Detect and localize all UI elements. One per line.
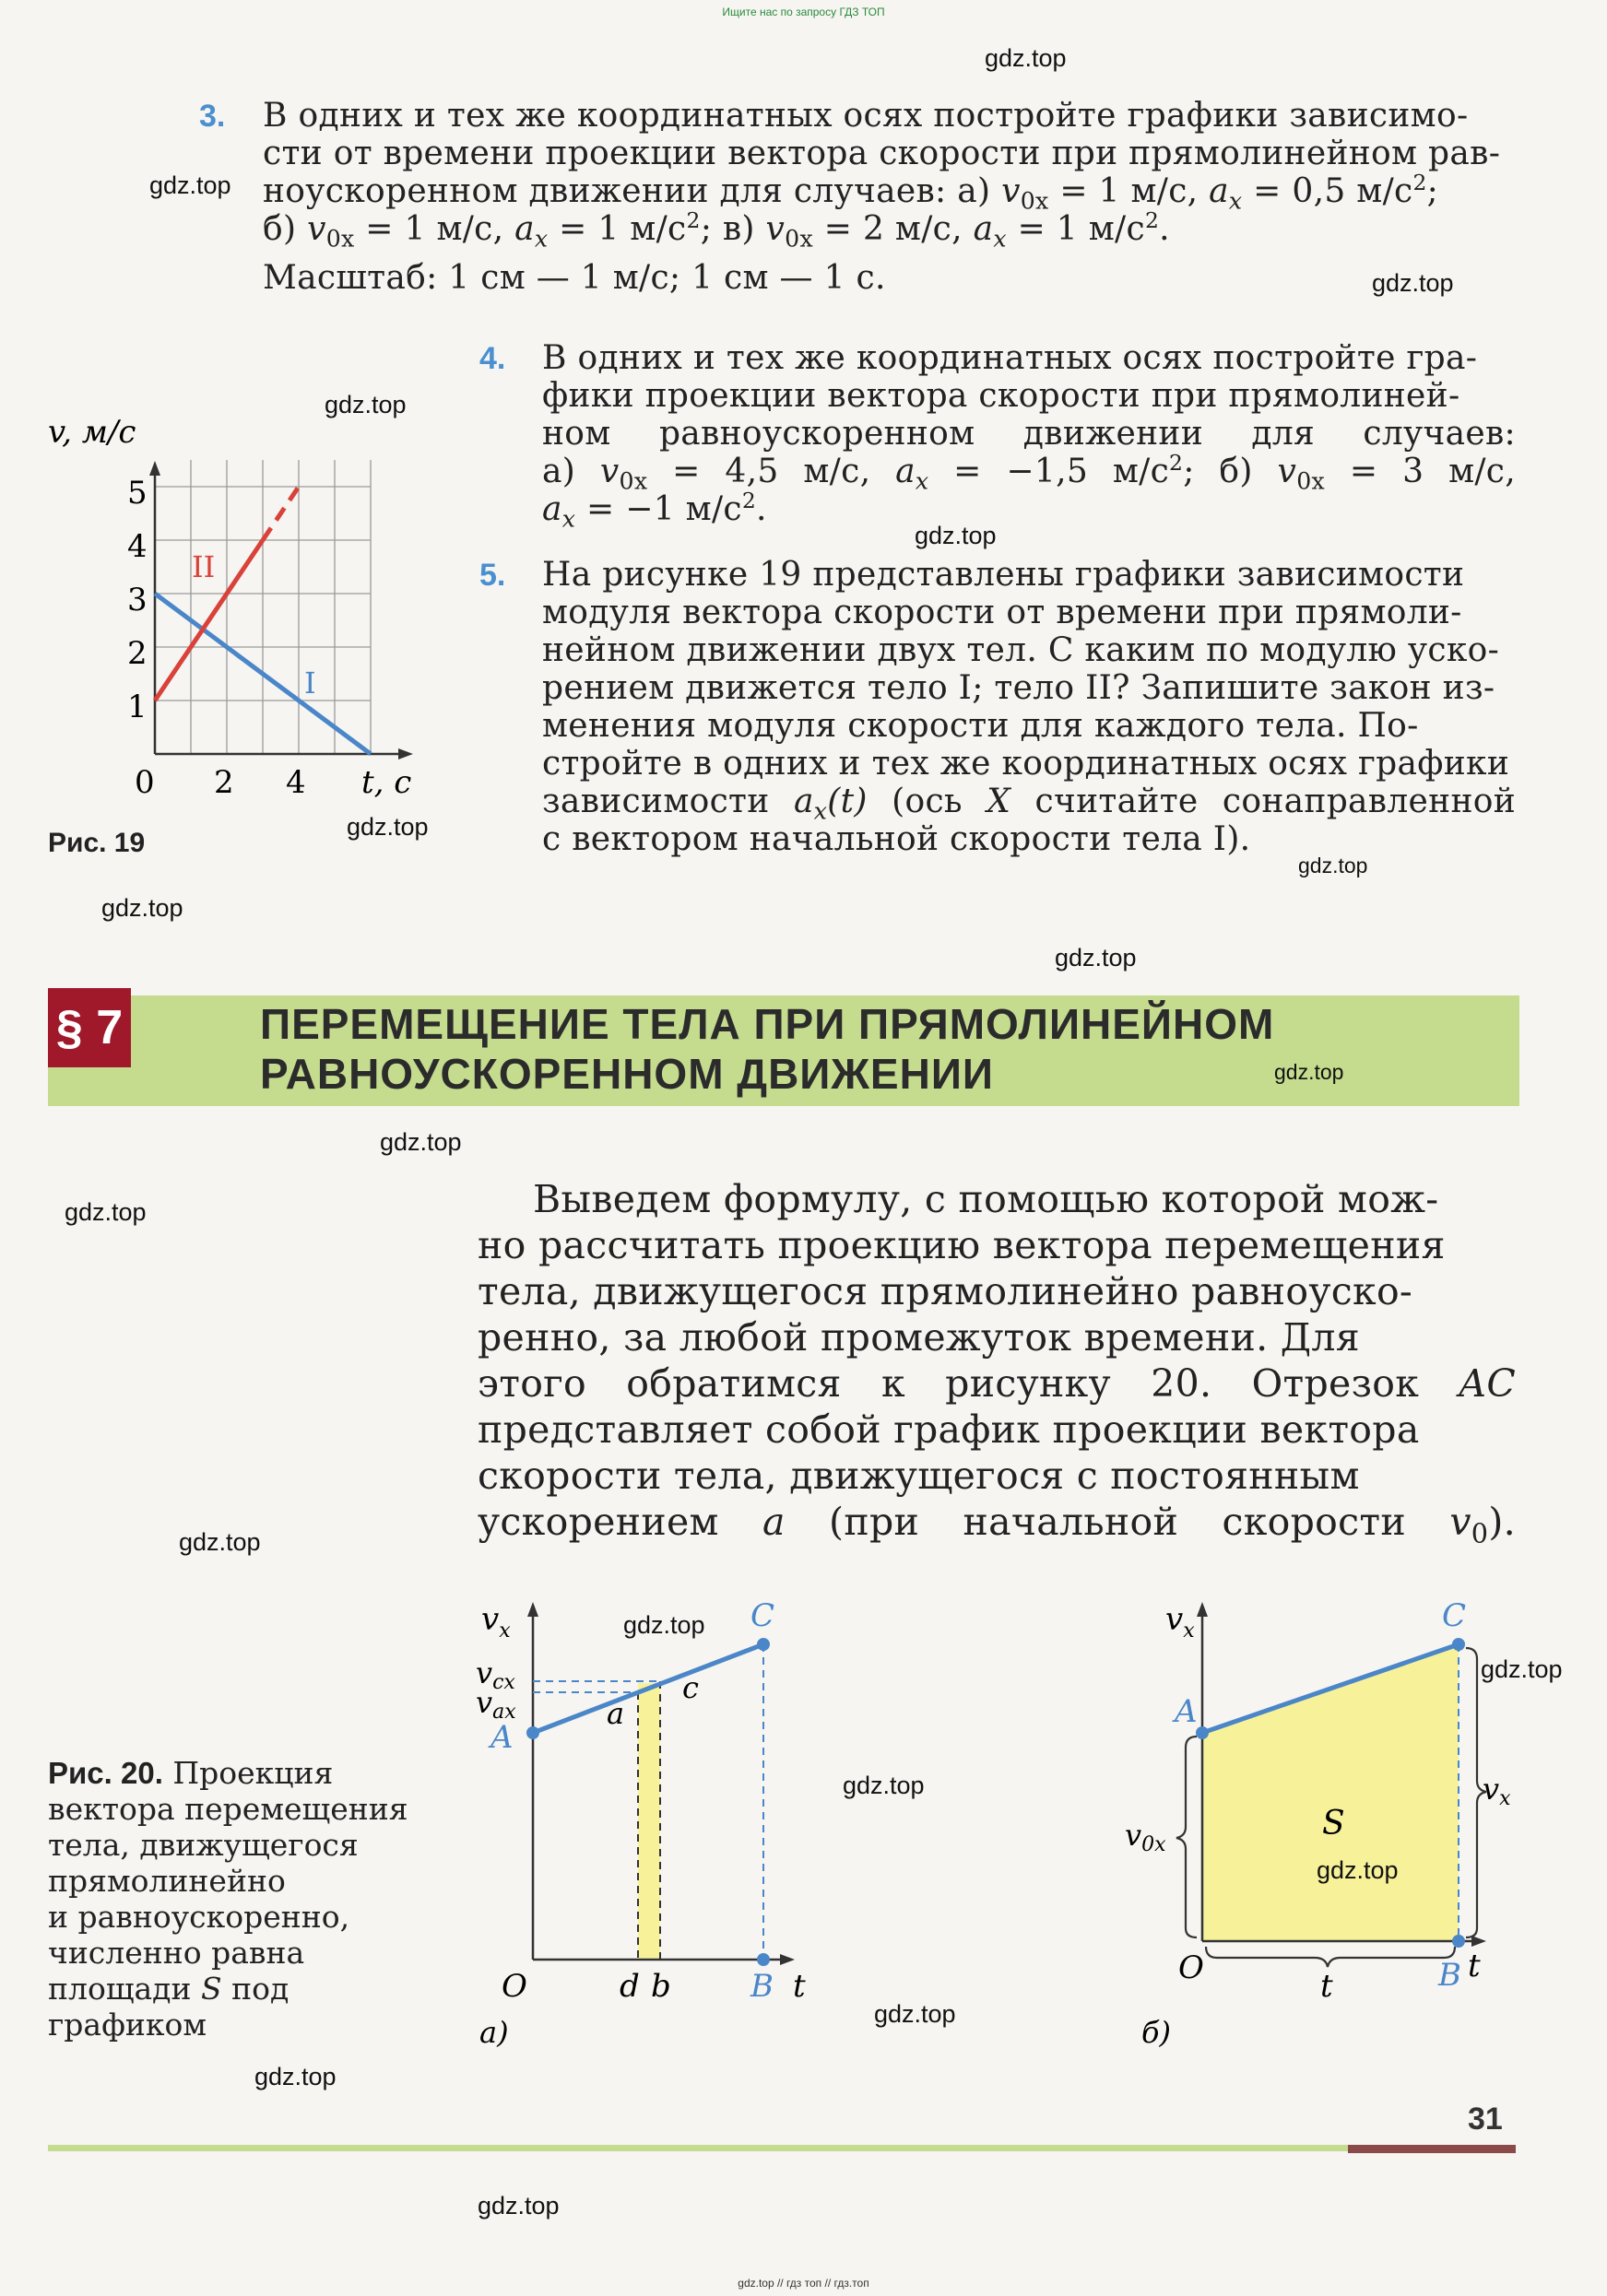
problem-5-line7: зависимости $a_x(t)$ (ось X считайте сонаправленной — [542, 783, 1517, 825]
problem-5-line8: с вектором начальной скорости тела I). — [542, 820, 1251, 858]
problem-3-number: 3. — [199, 99, 226, 134]
problem-3-scale: Масштаб: 1 см — 1 м/с; 1 см — 1 с. — [263, 259, 886, 297]
figure-20b-B-label: B — [1438, 1957, 1461, 1994]
bottom-rule-accent — [1348, 2145, 1516, 2153]
section-number-badge: § 7 — [48, 988, 131, 1067]
figure-19-xtick-0: 0 — [135, 764, 155, 801]
watermark: gdz.top — [65, 1198, 147, 1226]
figure-19-xtick-2: 2 — [214, 764, 234, 801]
problem-3-line3: ноускоренном движении для случаев: а) $v_{0x} = 1$ м/с, $a_x = 0,5$ $м/с^2$; — [263, 170, 1439, 215]
figure-20b-point-C — [1452, 1638, 1465, 1651]
watermark: gdz.top — [1317, 1856, 1399, 1884]
problem-4-line5: $a_x = -1$ $м/с^2$. — [542, 488, 767, 533]
watermark: gdz.top — [985, 44, 1067, 72]
problem-5-line2: модуля вектора скорости от времени при прямоли- — [542, 594, 1462, 631]
watermark: gdz.top — [1055, 944, 1137, 971]
section-title — [260, 999, 1274, 1099]
figure-19-xtick-4: 4 — [286, 764, 306, 801]
figure-20a-B-label: B — [750, 1968, 774, 2005]
figure-20a-vcx-label: vcx — [476, 1655, 515, 1694]
figure-19-series-II-dashed — [263, 487, 299, 540]
figure-20b-t-axis-label: t — [1468, 1948, 1481, 1984]
figure-20b-diagram — [1125, 1585, 1521, 2065]
figure-20a-A-label: A — [490, 1719, 514, 1756]
figure-19-chart — [37, 406, 479, 811]
section-title-line1: ПЕРЕМЕЩЕНИЕ ТЕЛА ПРИ ПРЯМОЛИНЕЙНОМ — [260, 1000, 1275, 1048]
problem-5-line5: менения модуля скорости для каждого тела. По- — [542, 707, 1419, 745]
figure-19-caption: Рис. 19 — [48, 828, 146, 858]
figure-20b-brace-v0x — [1176, 1737, 1197, 1937]
problem-5-number: 5. — [479, 558, 506, 593]
figure-20-caption-label: Рис. 20. — [48, 1756, 163, 1790]
figure-20a-d-label: d — [620, 1968, 640, 2005]
watermark: gdz.top — [1274, 1060, 1344, 1084]
figure-19-y-arrow — [149, 461, 160, 476]
watermark: gdz.top — [874, 2000, 956, 2028]
figure-20a-strip — [638, 1683, 660, 1960]
problem-4-number: 4. — [479, 341, 506, 376]
watermark: gdz.top — [254, 2063, 337, 2090]
figure-19-ylabel: v, м/с — [48, 414, 136, 451]
problem-4-line2: фики проекции вектора скорости при прямолиней- — [542, 377, 1460, 415]
figure-20b-brace-t — [1206, 1947, 1455, 1967]
figure-19-ytick-1: 1 — [127, 689, 148, 725]
figure-20b-C-label: C — [1442, 1597, 1467, 1634]
problem-5-line3: нейном движении двух тел. С каким по модулю уско- — [542, 631, 1500, 669]
page-number: 31 — [1468, 2102, 1503, 2137]
problem-5-text — [542, 556, 1516, 858]
figure-20b-point-B — [1452, 1935, 1465, 1948]
figure-19-series-II-label: II — [192, 549, 216, 584]
watermark: gdz.top — [347, 813, 429, 841]
watermark: gdz.top — [1481, 1655, 1563, 1683]
figure-19-series-I-label: I — [304, 665, 316, 701]
figure-20a-C-label: C — [750, 1597, 775, 1634]
intro-line7: скорости тела, движущегося с постоянным — [478, 1454, 1360, 1498]
section-title-line2: РАВНОУСКОРЕННОМ ДВИЖЕНИИ — [260, 1050, 994, 1098]
figure-20a-point-B — [757, 1953, 770, 1966]
intro-line4: ренно, за любой промежуток времени. Для — [478, 1315, 1360, 1360]
problem-5-line1: На рисунке 19 представлены графики зависимости — [542, 556, 1465, 594]
figure-20a-diagram — [461, 1585, 885, 2065]
figure-20a-vax-label: vax — [476, 1685, 516, 1724]
problem-4-line3: ном равноускоренном движении для случаев: — [542, 415, 1516, 453]
figure-20-caption: Рис. 20. Проекция вектора перемещения тела, движущегося прямолинейно и равноускоренно, численно равна площади S под графиком — [48, 1755, 408, 2043]
figure-19-ytick-2: 2 — [127, 635, 148, 672]
figure-19-ytick-3: 3 — [127, 582, 148, 618]
figure-20b-vx-label: vx — [1483, 1772, 1511, 1810]
figure-20b-v0x-label: v0x — [1125, 1818, 1166, 1856]
figure-20a-b-label: b — [651, 1968, 671, 2005]
figure-20b-sub-label: б) — [1141, 2015, 1172, 2050]
problem-5-line6: стройте в одних и тех же координатных осях графики — [542, 745, 1510, 783]
watermark: gdz.top — [915, 522, 997, 549]
intro-line2: но рассчитать проекцию вектора перемещения — [478, 1223, 1446, 1267]
watermark: gdz.top — [1298, 854, 1368, 877]
figure-20a-a-label: a — [607, 1696, 625, 1731]
figure-20b-O-label: O — [1178, 1949, 1204, 1986]
watermark: gdz.top — [1372, 269, 1454, 297]
intro-line6: представляет собой график проекции вектора — [478, 1407, 1420, 1452]
intro-paragraph — [478, 1176, 1516, 1549]
figure-20a-O-label: O — [502, 1968, 527, 2005]
footer-note: gdz.top // гдз топ // гдз.топ — [738, 2277, 869, 2290]
intro-line3: тела, движущегося прямолинейно равноуско- — [478, 1269, 1413, 1313]
watermark: gdz.top — [843, 1772, 925, 1799]
problem-4-line4: а) $v_{0x} = 4,5$ м/с, $a_x = -1,5$ $м/с^2$; б) $v_{0x} = 3$ м/с, — [542, 450, 1516, 495]
bottom-rule — [48, 2145, 1348, 2151]
figure-20b-t-brace-label: t — [1320, 1968, 1333, 2005]
figure-19-x-arrow — [398, 748, 413, 759]
figure-20a-vx-label: $v_x$ — [481, 1601, 511, 1643]
problem-4-line1: В одних и тех же координатных осях постройте гра- — [542, 339, 1478, 377]
problem-5-line4: рением движется тело I; тело II? Запишите закон из- — [542, 669, 1495, 707]
watermark: gdz.top — [623, 1611, 705, 1639]
figure-20b-point-A — [1196, 1726, 1209, 1739]
figure-20a-point-A — [526, 1726, 539, 1739]
watermark: gdz.top — [380, 1128, 462, 1156]
intro-line1: Выведем формулу, с помощью которой мож- — [533, 1177, 1439, 1221]
watermark: gdz.top — [101, 894, 183, 922]
figure-20b-vx-axis-label: $v_x$ — [1165, 1601, 1195, 1643]
intro-line5: этого обратимся к рисунку 20. Отрезок AC — [478, 1361, 1516, 1406]
figure-20a-c-label: c — [682, 1670, 699, 1705]
header-note: Ищите нас по запросу ГДЗ ТОП — [722, 6, 885, 18]
figure-20b-y-arrow — [1197, 1602, 1208, 1617]
figure-19-xlabel: t, с — [361, 764, 412, 801]
problem-4-text — [542, 339, 1516, 533]
figure-20a-t-label: t — [793, 1968, 806, 2005]
figure-20a-y-arrow — [527, 1602, 538, 1617]
problem-3-text — [263, 97, 1517, 297]
figure-20b-S-label: S — [1322, 1805, 1345, 1843]
figure-20a-point-C — [757, 1638, 770, 1651]
figure-20a-x-arrow — [780, 1954, 795, 1965]
figure-19-ytick-5: 5 — [127, 475, 148, 512]
problem-3-line4: б) $v_{0x} = 1$ м/с, $a_x = 1$ $м/с^2$; в) $v_{0x} = 2$ м/с, $a_x = 1$ $м/с^2$. — [263, 207, 1170, 253]
intro-line8: ускорением a (при начальной скорости $v_0$). — [478, 1500, 1516, 1549]
problem-3-line2: сти от времени проекции вектора скорости при прямолинейном рав- — [263, 135, 1501, 172]
figure-19-grid — [155, 460, 371, 754]
figure-20b-x-arrow — [1471, 1936, 1486, 1947]
watermark: gdz.top — [325, 391, 407, 418]
problem-3-line1: В одних и тех же координатных осях постройте графики зависимо- — [263, 97, 1469, 135]
watermark: gdz.top — [179, 1528, 261, 1556]
watermark: gdz.top — [478, 2192, 560, 2219]
figure-20b-A-label: A — [1175, 1693, 1198, 1730]
figure-20a-sub-label: а) — [479, 2015, 509, 2050]
watermark: gdz.top — [149, 171, 231, 199]
figure-19-ytick-4: 4 — [127, 528, 148, 565]
